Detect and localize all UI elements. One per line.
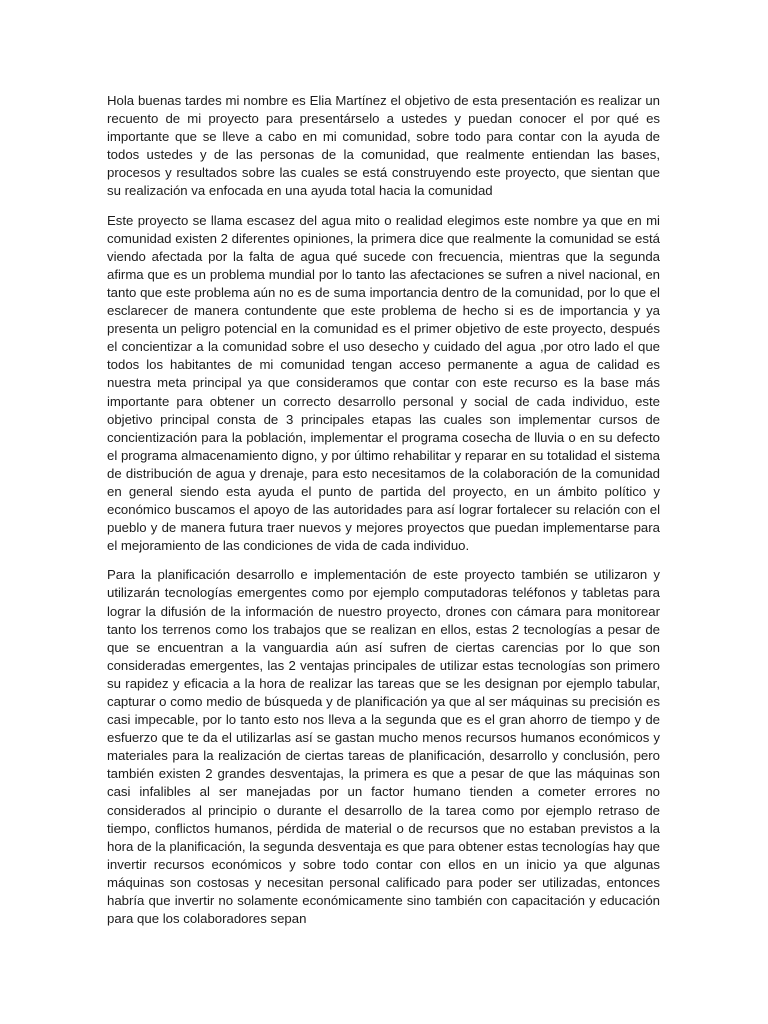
paragraph-project-description: Este proyecto se llama escasez del agua mito o realidad elegimos este nombre ya que en mi comunidad existen 2 diferentes opiniones, la primera dice que realmente la comunidad se está viendo afectada por la falta de agua qué sucede con frecuencia, mientras que la segunda afirma que es un problema mundial por lo tanto las afectaciones se sufren a nivel nacional, en tanto que este problema aún no es de suma importancia dentro de la comunidad, por lo que el esclarecer de manera contundente que este problema de hecho si es de importancia y ya presenta un peligro potencial en la comunidad es el primer objetivo de este proyecto, después el concientizar a la comunidad sobre el uso desecho y cuidado del agua ,por otro lado el que todos los habitantes de mi comunidad tengan acceso permanente a agua de calidad es nuestra meta principal ya que consideramos que contar con este recurso es la base más importante para obtener un correcto desarrollo personal y social de cada individuo, este objetivo principal consta de 3 principales etapas las cuales son implementar cursos de concientización para la población, implementar el programa cosecha de lluvia o en su defecto el programa almacenamiento digno, y por último rehabilitar y reparar en su totalidad el sistema de distribución de agua y drenaje, para esto necesitamos de la colaboración de la comunidad en general siendo esta ayuda el punto de partida del proyecto, en un ámbito político y económico buscamos el apoyo de las autoridades para así lograr fortalecer su relación con el pueblo y de manera futura traer nuevos y mejores proyectos que puedan implementarse para el mejoramiento de las condiciones de vida de cada individuo. <box>107 212 660 554</box>
document-page <box>107 92 660 939</box>
paragraph-introduction: Hola buenas tardes mi nombre es Elia Martínez el objetivo de esta presentación es realizar un recuento de mi proyecto para presentárselo a ustedes y puedan conocer el por qué es importante que se lleve a cabo en mi comunidad, sobre todo para contar con la ayuda de todos ustedes y de las personas de la comunidad, que realmente entiendan las bases, procesos y resultados sobre las cuales se está construyendo este proyecto, que sientan que su realización va enfocada en una ayuda total hacia la comunidad <box>107 93 660 199</box>
paragraph-technologies: Para la planificación desarrollo e implementación de este proyecto también se utilizaron y utilizarán tecnologías emergentes como por ejemplo computadoras teléfonos y tabletas para lograr la difusión de la información de nuestro proyecto, drones con cámara para monitorear tanto los terrenos como los trabajos que se realizan en ellos, estas 2 tecnologías a pesar de que se encuentran a la vanguardia aún así sufren de ciertas carencias por lo que son consideradas emergentes, las 2 ventajas principales de utilizar estas tecnologías son primero su rapidez y eficacia a la hora de realizar las tareas que se les designan por ejemplo tabular, capturar o como medio de búsqueda y de planificación ya que al ser máquinas su precisión es casi impecable, por lo tanto esto nos lleva a la segunda que es el gran ahorro de tiempo y de esfuerzo que te da el utilizarlas así se gastan mucho menos recursos humanos económicos y materiales para la realización de ciertas tareas de planificación, desarrollo y conclusión, pero también existen 2 grandes desventajas, la primera es que a pesar de que las máquinas son casi infalibles al ser manejadas por un factor humano tienden a cometer errores no considerados al principio o durante el desarrollo de la tarea como por ejemplo retraso de tiempo, conflictos humanos, pérdida de material o de recursos que no estaban previstos a la hora de la planificación, la segunda desventaja es que para obtener estas tecnologías hay que invertir recursos económicos y sobre todo contar con ellos en un inicio ya que algunas máquinas son costosas y necesitan personal calificado para poder ser utilizadas, entonces habría que invertir no solamente económicamente sino también con capacitación y educación para que los colaboradores sepan <box>107 567 660 927</box>
